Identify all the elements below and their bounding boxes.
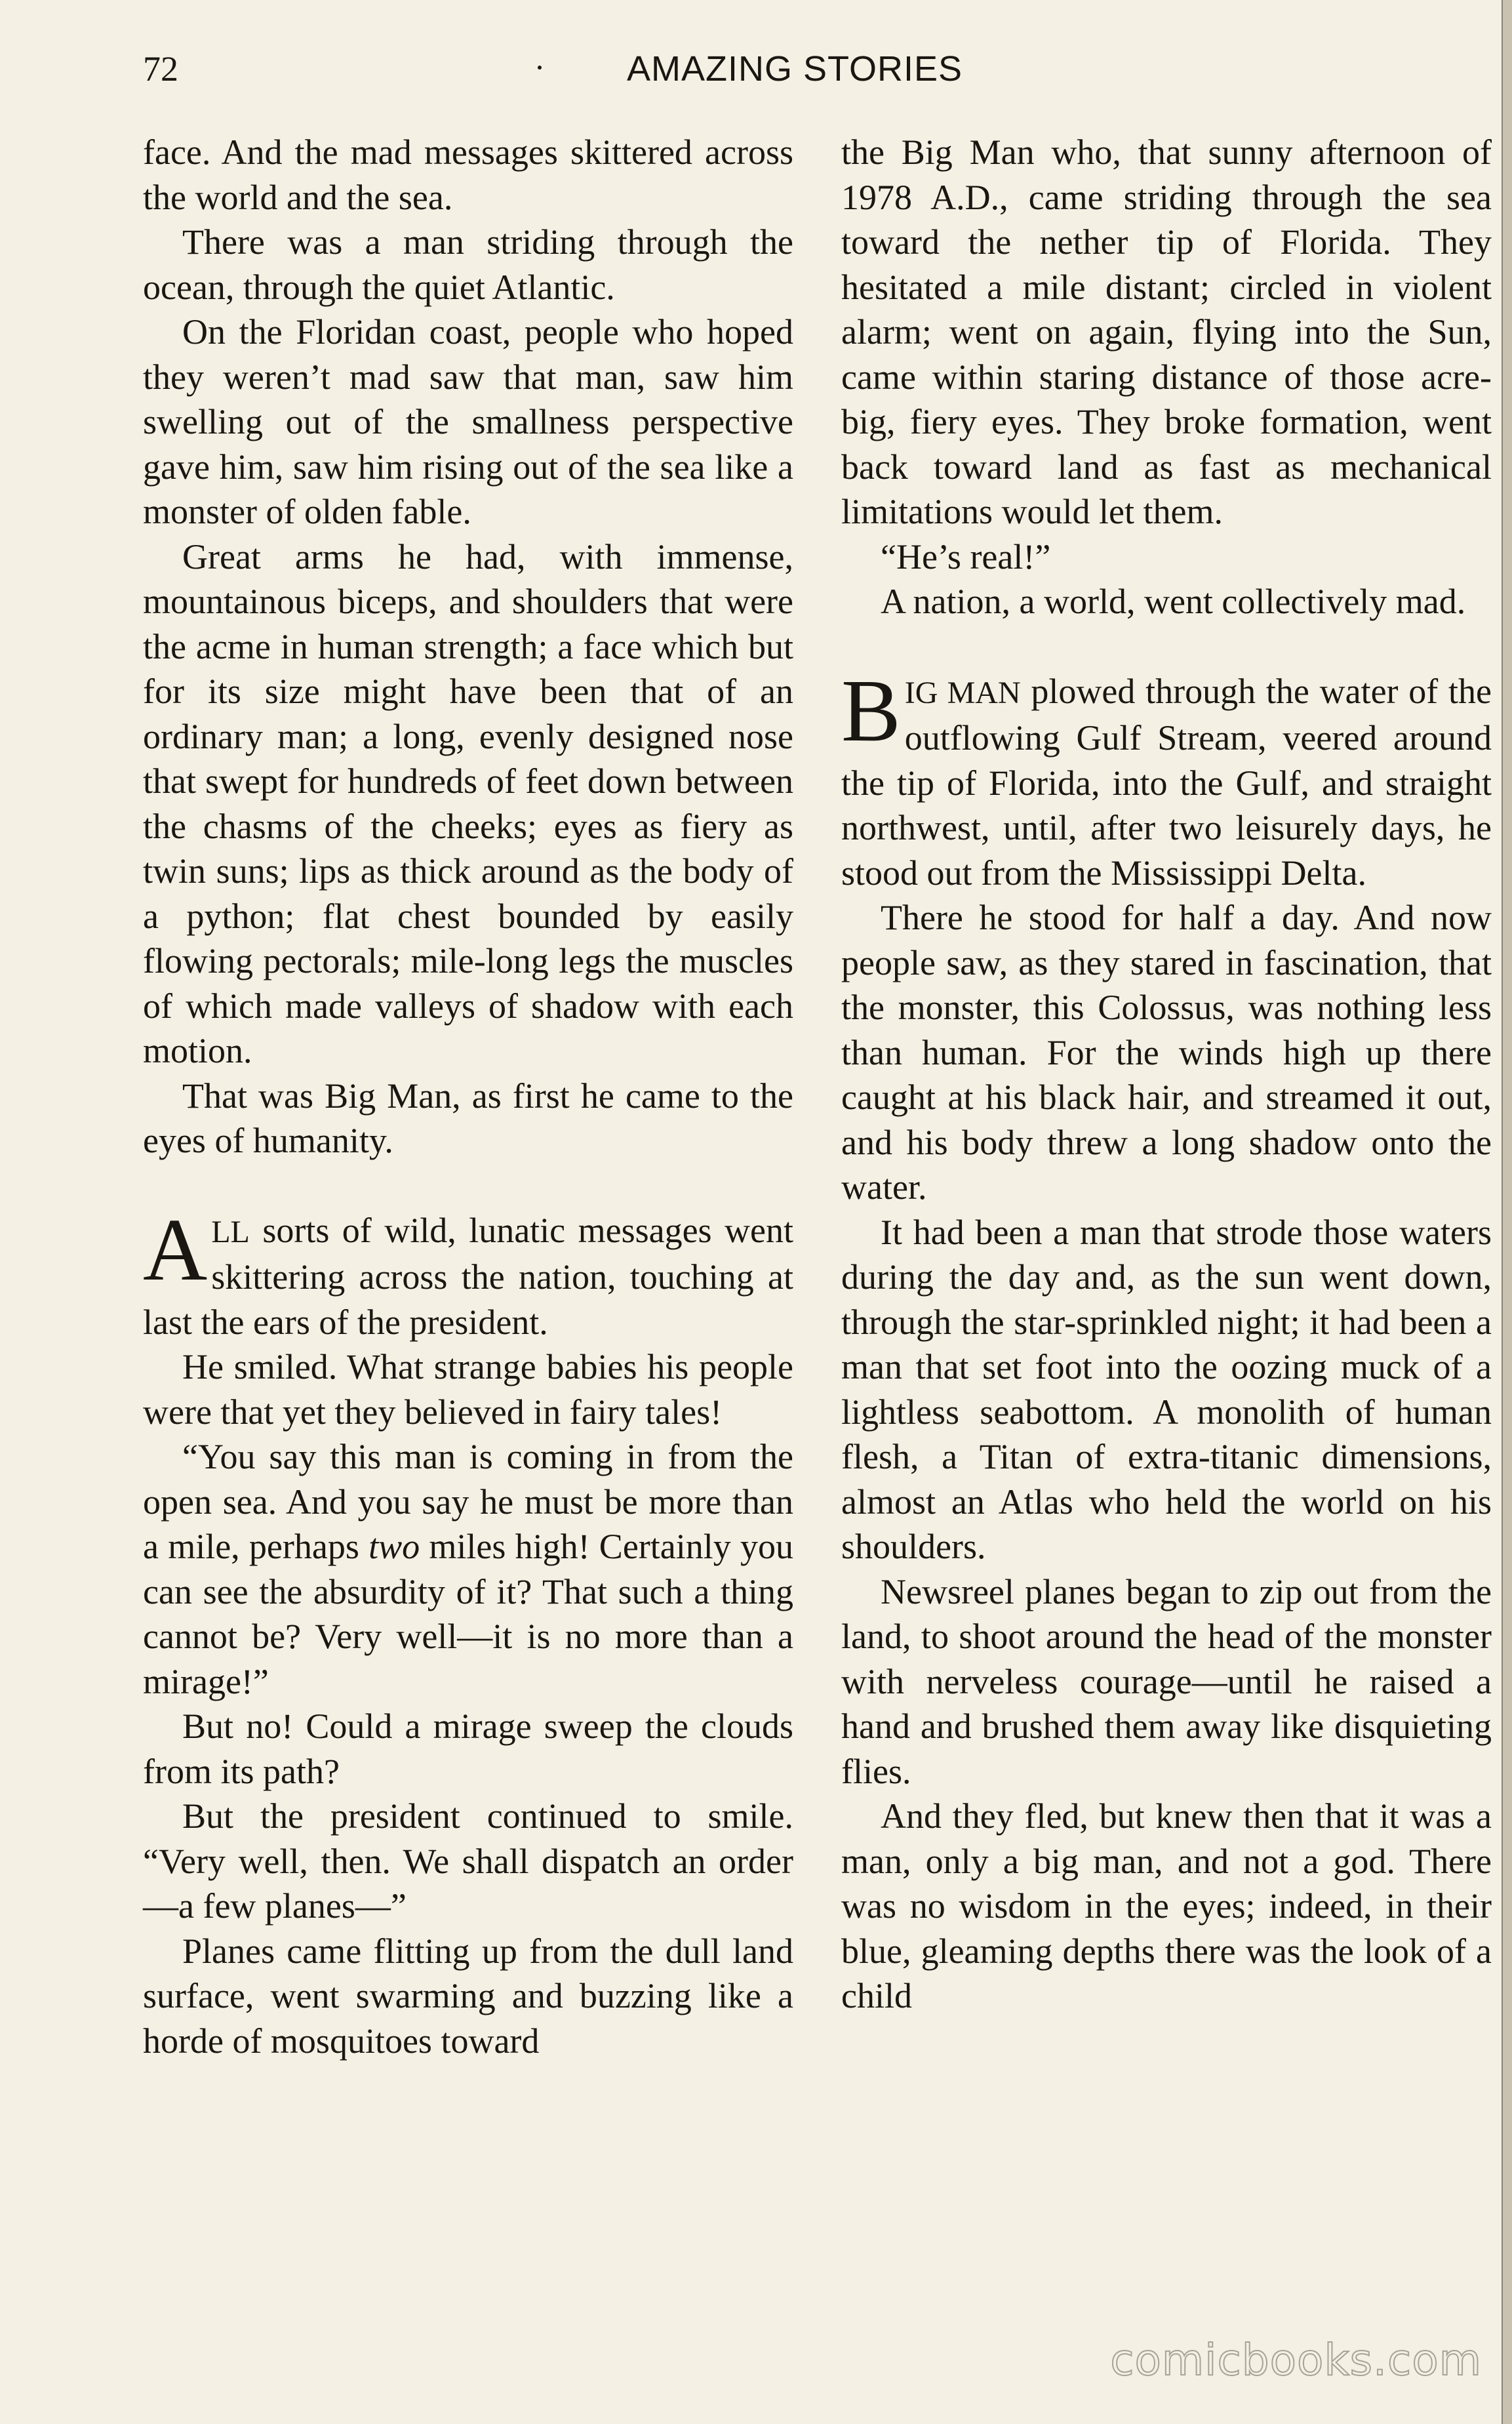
paragraph-text: plowed through the water of the outflowing Gulf Stream, veered around the tip of Florida, into the Gulf, and straight northwest, until, after two leisurely days, he stood out from the Mississippi Delta.	[841, 671, 1492, 893]
paragraph: the Big Man who, that sunny afternoon of 1978 A.D., came striding through the sea toward the nether tip of Florida. They hesitated a mile distant; circled in violent alarm; went on again, flying into the Sun, came within staring distance of those acre-big, fiery eyes. They broke formation, went back toward land as fast as mechanical limitations would let them.	[841, 132, 1492, 531]
page-edge	[1502, 0, 1512, 2424]
running-head: AMAZING STORIES	[626, 49, 963, 89]
page-header	[143, 46, 1446, 98]
drop-cap: A	[143, 1200, 208, 1299]
paragraph: There was a man striding through the ocean, through the quiet Atlantic.	[143, 222, 793, 307]
right-column	[841, 130, 1492, 2019]
left-column	[143, 130, 793, 2063]
paragraph: It had been a man that strode those waters during the day and, as the sun went down, through the star-sprinkled night; it had been a man that set foot into the oozing muck of a lightless seabottom. A monolith of human flesh, a Titan of extra-titanic dimensions, almost an Atlas who held the world on his shoulders.	[841, 1212, 1492, 1566]
paragraph: On the Floridan coast, people who hoped they weren’t mad saw that man, saw him swelling out of the smallness perspective gave him, saw him rising out of the sea like a monster of olden fable.	[143, 312, 793, 531]
paragraph: But the president continued to smile. “Very well, then. We shall dispatch an order—a few planes—”	[143, 1796, 793, 1926]
paragraph: A nation, a world, went collectively mad.	[881, 582, 1466, 621]
paragraph: face. And the mad messages skittered across the world and the sea.	[143, 132, 793, 217]
section-start-paragraph	[143, 1200, 793, 1345]
section-start-paragraph	[841, 661, 1492, 896]
paragraph: But no! Could a mirage sweep the clouds from its path?	[143, 1707, 793, 1791]
drop-cap: B	[841, 661, 901, 760]
paragraph	[143, 1434, 793, 1704]
paragraph-text: “You say this man is coming in from the open sea. And you say he must be more than a mile, perhaps	[143, 1437, 793, 1566]
watermark-logo: comicbooks.com	[1110, 2335, 1482, 2385]
paragraph: Great arms he had, with immense, mountainous biceps, and shoulders that were the acme in human strength; a face which but for its size might have been that of an ordinary man; a long, evenly designed nose that swept for hundreds of feet down between the chasms of the cheeks; eyes as fiery as twin suns; lips as thick around as the body of a python; flat chest bounded by easily flowing pectorals; mile-long legs the muscles of which made valleys of shadow with each motion.	[143, 536, 793, 1070]
paragraph: There he stood for half a day. And now people saw, as they stared in fascination, that the monster, this Colossus, was nothing less than human. For the winds high up there caught at his black hair, and streamed it out, and his body threw a long shadow onto the water.	[841, 898, 1492, 1207]
paragraph: He smiled. What strange babies his people were that yet they believed in fairy tales!	[143, 1347, 793, 1432]
lead-in-text: LL	[211, 1214, 250, 1249]
paragraph: “He’s real!”	[881, 536, 1051, 576]
paragraph: And they fled, but knew then that it was a man, only a big man, and not a god. There was no wisdom in the eyes; indeed, in their blue, gleaming depths there was the look of a child	[841, 1796, 1492, 2015]
lead-in-text: IG MAN	[904, 675, 1021, 710]
page-number: 72	[143, 49, 178, 89]
emphasis-text: two	[368, 1527, 420, 1566]
paragraph: Planes came flitting up from the dull land surface, went swarming and buzzing like a horde of mosquitoes toward	[143, 1931, 793, 2061]
paragraph: Newsreel planes began to zip out from the land, to shoot around the head of the monster with nerveless courage—until he raised a hand and brushed them away like disquieting flies.	[841, 1571, 1492, 1791]
paragraph: That was Big Man, as first he came to the eyes of humanity.	[143, 1076, 793, 1160]
paragraph-text: miles high! Certainly you can see the absurdity of it? That such a thing cannot be? Very well—it is no more than a mirage!”	[143, 1527, 793, 1701]
paragraph-text: sorts of wild, lunatic messages went skittering across the nation, touching at last the ears of the president.	[143, 1210, 793, 1342]
